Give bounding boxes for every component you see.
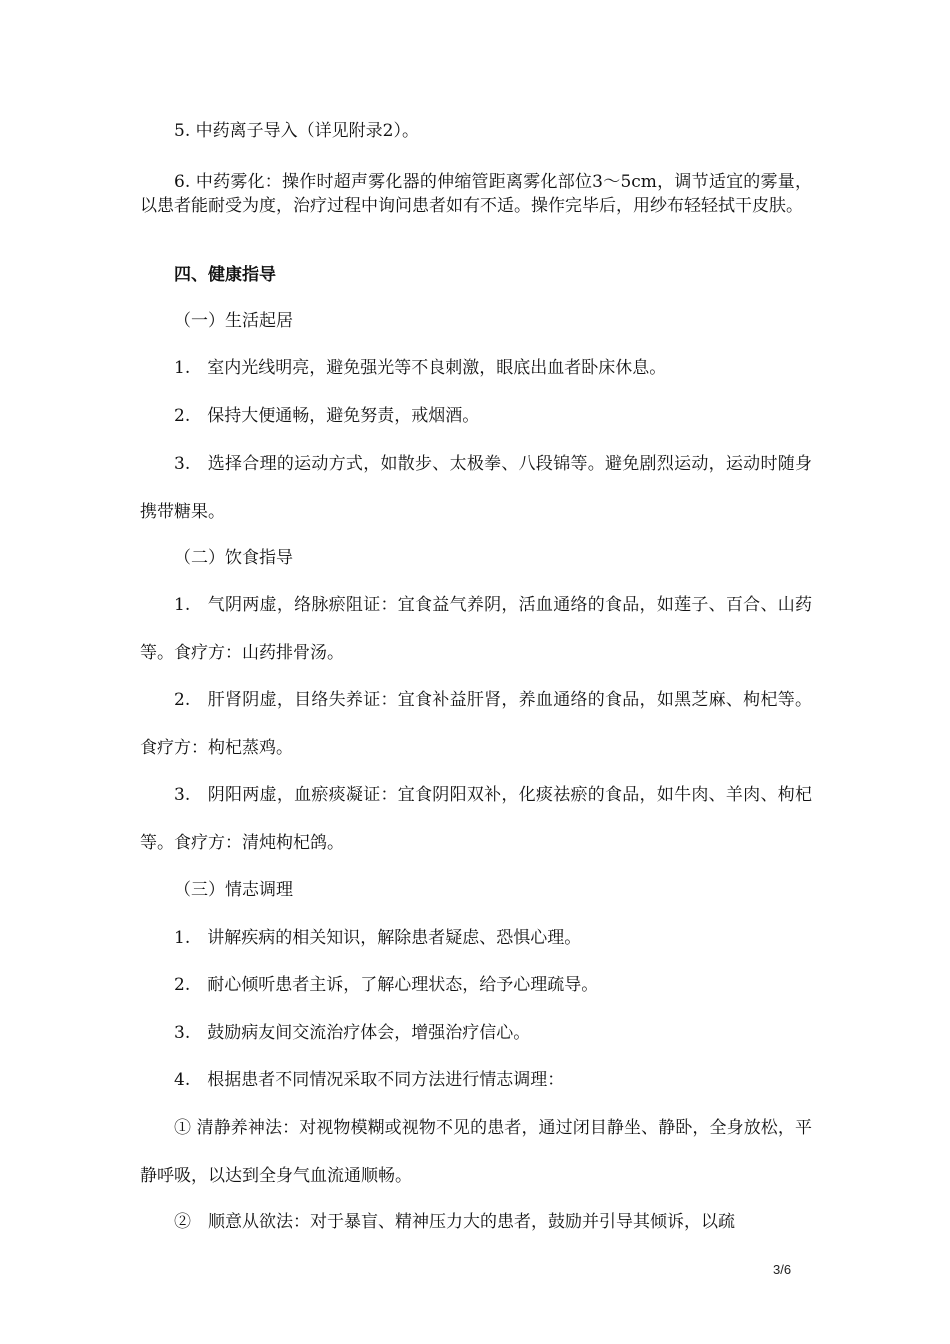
list-item-diet-2: 2. 肝肾阴虚，目络失养证：宜食补益肝肾，养血通络的食品，如黑芝麻、枸杞等。食疗方：枸杞蒸鸡。 bbox=[140, 690, 812, 758]
list-item-diet-1: 1. 气阴两虚，络脉瘀阻证：宜食益气养阴，活血通络的食品，如莲子、百合、山药等。食疗方：山药排骨汤。 bbox=[140, 595, 812, 663]
section-heading-health-guidance: 四、健康指导 bbox=[174, 265, 276, 285]
list-item-living-3: 3. 选择合理的运动方式，如散步、太极拳、八段锦等。避免剧烈运动，运动时随身携带糖果。 bbox=[140, 454, 812, 522]
sub-item-calm-nourish: ① 清静养神法：对视物模糊或视物不见的患者，通过闭目静坐、静卧，全身放松，平静呼吸，以达到全身气血流通顺畅。 bbox=[140, 1118, 812, 1186]
list-item-living-1: 1. 室内光线明亮，避免强光等不良刺激，眼底出血者卧床休息。 bbox=[174, 358, 667, 378]
paragraph-nebulization: 6. 中药雾化：操作时超声雾化器的伸缩管距离雾化部位3～5cm，调节适宜的雾量，以患者能耐受为度，治疗过程中询问患者如有不适。操作完毕后，用纱布轻轻拭干皮肤。 bbox=[140, 172, 812, 216]
page-number: 3/6 bbox=[773, 1262, 792, 1277]
subheading-emotional-care: （三）情志调理 bbox=[174, 880, 293, 900]
list-item-emotion-1: 1. 讲解疾病的相关知识，解除患者疑虑、恐惧心理。 bbox=[174, 928, 582, 948]
subheading-diet-guidance: （二）饮食指导 bbox=[174, 548, 293, 568]
paragraph-ion-therapy: 5. 中药离子导入（详见附录2）。 bbox=[174, 121, 419, 141]
subheading-daily-living: （一）生活起居 bbox=[174, 311, 293, 331]
list-item-emotion-4: 4. 根据患者不同情况采取不同方法进行情志调理： bbox=[174, 1070, 565, 1090]
list-item-emotion-3: 3. 鼓励病友间交流治疗体会，增强治疗信心。 bbox=[174, 1023, 531, 1043]
list-item-living-2: 2. 保持大便通畅，避免努责，戒烟酒。 bbox=[174, 406, 480, 426]
list-item-emotion-2: 2. 耐心倾听患者主诉，了解心理状态，给予心理疏导。 bbox=[174, 975, 599, 995]
sub-item-follow-wishes: ② 顺意从欲法：对于暴盲、精神压力大的患者，鼓励并引导其倾诉，以疏 bbox=[174, 1212, 735, 1232]
list-item-diet-3: 3. 阴阳两虚，血瘀痰凝证：宜食阴阳双补，化痰祛瘀的食品，如牛肉、羊肉、枸杞等。食疗方：清炖枸杞鸽。 bbox=[140, 785, 812, 853]
